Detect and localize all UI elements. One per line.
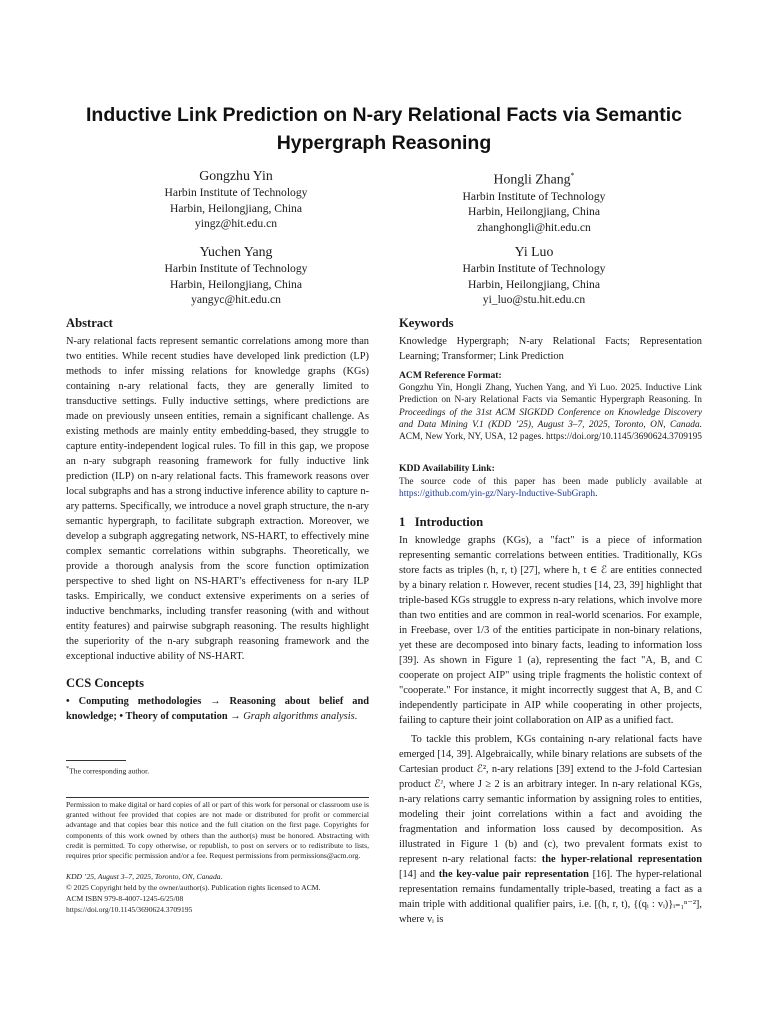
author-email: yangyc@hit.edu.cn (191, 293, 281, 306)
section-title: Introduction (414, 515, 484, 529)
author-affiliation: Harbin Institute of Technology (462, 262, 606, 275)
footnote-rule (66, 760, 126, 761)
intro-paragraph-1: In knowledge graphs (KGs), a "fact" is a piece of information representing semantic correlations between entities. Traditionally, KGs store facts as triples (h, r, t) [27], where h, t ∈ ℰ are entities connected by a binary relation r. However, recent studies [14, 23, 39] highlight that triple-based KGs struggle to express n-ary relations, which involve more than two entities and are common in real-world scenarios. For example, in Freebase, over 1/3 of the entities participate in non-binary relations, yet these are decomposed into binary facts, leading to information loss [39]. As shown in Figure 1 (a), representing the fact "A, B, and C cooperate on project AIP" using triple fragments the holistic context of "cooperate." For instance, it might incorrectly suggest that A, B, and C independently participate in AIP while cooperating in other projects, failing to capture their joint collaboration on AIP as a unified fact. (399, 535, 702, 726)
author-block-1 (86, 166, 386, 232)
author-name: Gongzhu Yin (199, 168, 273, 183)
github-link[interactable]: https://github.com/yin-gz/Nary-Inductive-SubGraph (399, 489, 596, 500)
section-number: 1 (399, 515, 406, 529)
author-location: Harbin, Heilongjiang, China (467, 205, 600, 219)
author-location: Harbin, Heilongjiang, China (169, 201, 302, 215)
corresponding-mark: * (570, 171, 575, 180)
author-name: Yi Luo (514, 244, 554, 259)
author-email: zhanghongli@hit.edu.cn (477, 220, 591, 234)
acm-reference-format (399, 382, 702, 443)
author-name: Hongli Zhang (493, 171, 571, 187)
abstract-heading: Abstract (66, 316, 113, 330)
footnote-mark: * (66, 765, 70, 772)
author-email: yi_luo@stu.hit.edu.cn (482, 293, 586, 306)
author-name: Yuchen Yang (199, 244, 273, 259)
paper-title (40, 101, 728, 157)
kdd-availability-heading: KDD Availability Link: (399, 463, 495, 474)
ccs-concept-1: • Computing methodologies → Reasoning about belief and knowledge (66, 696, 369, 722)
author-block-4 (384, 242, 684, 308)
acm-ref-part: Gongzhu Yin, Hongli Zhang, Yuchen Yang, and Yi Luo. 2025. Inductive Link Prediction on N-ary Relational Facts via Semantic Hypergraph Reasoning. In (399, 383, 702, 406)
ccs-end: . (354, 711, 358, 722)
intro-p2-text: [16]. The hyper-relational representation remains fundamentally triple-based, treating a fact as a main triple with additional qualifier pairs, i.e. [(h, r, t), {(qᵢ : vᵢ)}ᵢ₌₁ⁿ⁻²], where vᵢ is (399, 869, 703, 925)
author-location: Harbin, Heilongjiang, China (467, 277, 600, 291)
ccs-heading: CCS Concepts (66, 676, 145, 690)
intro-p2-text: To tackle this problem, KGs containing n-ary relational facts have emerged [14, 39]. Algebraically, while binary relations are subsets of the Cartesian product ℰ², n-ary relations [39] extend to the J-fold Cartesian product ℰᴶ, where J ≥ 2 is an arbitrary integer. In n-ary relational KGs, n-ary relations carry semantic information by assigning roles to entities, modeling their joint correlations within a fact and avoiding the fragmentation and information loss caused by decomposition. As illustrated in Figure 1 (b) and (c), two prevalent formats exist to represent n-ary relational facts: (399, 734, 702, 865)
abstract-text: N-ary relational facts represent semantic correlations among more than two entities. While recent studies have developed link prediction (LP) methods to infer missing relations for knowledge graphs (KGs) containing n-ary relational facts, they are generally limited to transductive settings. Fully inductive settings, where predictions are made on previously unseen entities, remain a significant challenge. As existing methods are mainly entity embedding-based, they struggle to capture entity-independent logical rules. To fill in this gap, we propose an n-ary subgraph reasoning framework for fully inductive link prediction (ILP) on n-ary relational facts. This framework reasons over local subgraphs and has a strong inductive inference ability to capture n-ary patterns. Specifically, we introduce a novel graph structure, the n-ary semantic hypergraph, to facilitate subgraph extraction. Moreover, we develop a subgraph aggregating network, NS-HART, to effectively mine complex semantic correlations within subgraphs. Theoretically, we provide a thorough analysis from the score function optimization perspective to shed light on NS-HART’s effectiveness for n-ary ILP tasks. Empirically, we conduct extensive experiments on a series of inductive benchmarks, including transfer reasoning (with and without entity features) and pairwise subgraph reasoning. The results highlight the superiority of the n-ary subgraph reasoning framework and the exceptional inductive ability of NS-HART. (66, 336, 369, 662)
kdd-availability-text (399, 476, 702, 501)
permission-notice: Permission to make digital or hard copies of all or part of this work for personal or classroom use is granted without fee provided that copies are not made or distributed for profit or commercial advantage and that copies bear this notice and the full citation on the first page. Copyrights for components of this work owned by others than the author(s) must be honored. Abstracting with credit is permitted. To copy otherwise, or republish, to post on servers or to redistribute to lists, requires prior specific permission and/or a fee. Request permissions from permissions@acm.org. (66, 800, 369, 861)
author-affiliation: Harbin Institute of Technology (164, 262, 308, 275)
author-email: yingz@hit.edu.cn (194, 217, 278, 230)
kdd-end: . (595, 489, 598, 500)
key-value-term: the key-value pair representation (438, 869, 589, 880)
keywords-heading: Keywords (399, 316, 454, 330)
acm-ref-part: ACM, New York, NY, USA, 12 pages. https://doi.org/10.1145/3690624.3709195 (399, 432, 702, 443)
intro-p2-text: [14] and (399, 869, 439, 880)
author-block-3 (86, 242, 386, 308)
kdd-text: The source code of this paper has been made publicly available at (399, 477, 702, 487)
author-location: Harbin, Heilongjiang, China (169, 277, 302, 291)
intro-paragraph-2 (399, 732, 702, 927)
conference-line (66, 872, 369, 882)
title-line-1: Inductive Link Prediction on N-ary Relational Facts via Semantic (86, 104, 682, 126)
introduction-heading (399, 515, 483, 530)
acm-ref-heading: ACM Reference Format: (399, 370, 502, 381)
corresponding-footnote (66, 764, 369, 777)
ccs-separator: ; (113, 711, 120, 722)
ccs-concept-2: • Theory of computation (119, 711, 228, 722)
hyper-relational-term: the hyper-relational representation (541, 854, 702, 865)
acm-ref-proceedings: Proceedings of the 31st ACM SIGKDD Conference on Knowledge Discovery and Data Mining V.1 (KDD ’25), August 3–7, 2025, Toronto, ON, Canada. (399, 407, 702, 430)
copyright-line: © 2025 Copyright held by the owner/author(s). Publication rights licensed to ACM. (66, 883, 321, 892)
author-affiliation: Harbin Institute of Technology (462, 189, 606, 203)
conference-text: KDD ’25, August 3–7, 2025, Toronto, ON, Canada. (66, 872, 223, 881)
ccs-arrow: → (227, 711, 244, 722)
ccs-concepts (66, 694, 369, 724)
title-line-2: Hypergraph Reasoning (276, 132, 492, 154)
footnote-text: The corresponding author. (69, 766, 150, 776)
author-affiliation: Harbin Institute of Technology (164, 186, 308, 199)
author-block-2 (384, 166, 684, 235)
keywords-text: Knowledge Hypergraph; N-ary Relational Facts; Representation Learning; Transformer; Link Prediction (399, 336, 702, 362)
permission-rule (66, 797, 369, 798)
ccs-concept-2-sub: Graph algorithms analysis (243, 711, 355, 722)
isbn-line: ACM ISBN 979-8-4007-1245-6/25/08 (66, 894, 184, 903)
doi-line[interactable]: https://doi.org/10.1145/3690624.3709195 (66, 905, 193, 914)
